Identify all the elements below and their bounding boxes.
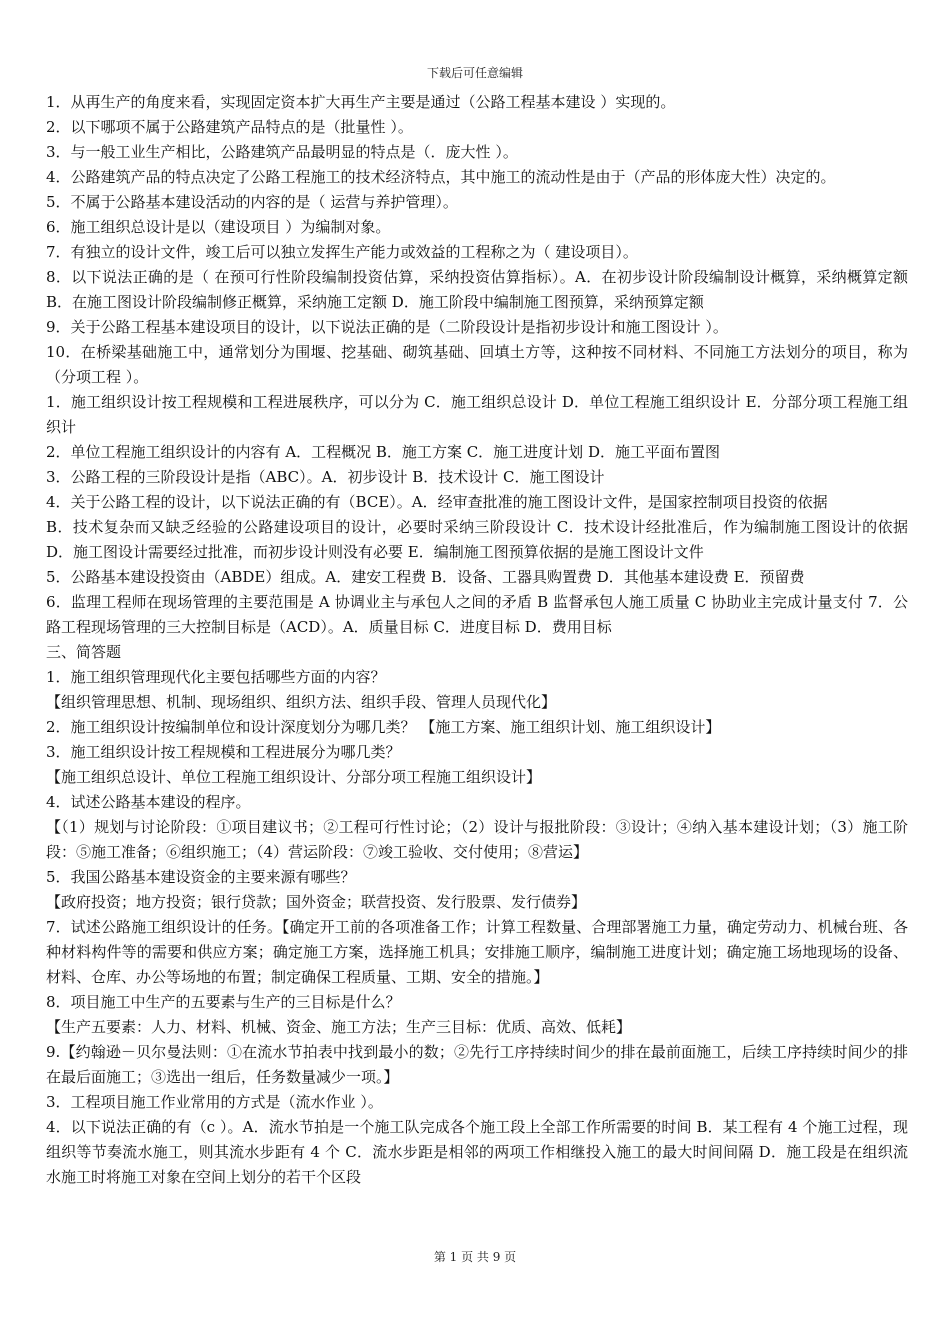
paragraph: 2．以下哪项不属于公路建筑产品特点的是（批量性 ）。 (46, 118, 413, 136)
paragraph: 4．试述公路基本建设的程序。 (46, 793, 251, 811)
paragraph: 1．施工组织设计按工程规模和工程进展秩序，可以分为 C．施工组织总设计 D．单位工程施工组织设计 E．分部分项工程施工组织计 (46, 393, 908, 436)
paragraph: 6．施工组织总设计是以（建设项目 ）为编制对象。 (46, 218, 391, 236)
paragraph: 【（1）规划与讨论阶段：①项目建议书；②工程可行性讨论；（2）设计与报批阶段：③设计；④纳入基本建设计划；（3）施工阶段：⑤施工准备；⑥组织施工；（4）营运阶段：⑦竣工验收、交付使用；⑧营运】 (46, 818, 908, 861)
paragraph: 4．公路建筑产品的特点决定了公路工程施工的技术经济特点，其中施工的流动性是由于（产品的形体庞大性）决定的。 (46, 168, 836, 186)
paragraph: 【施工组织总设计、单位工程施工组织设计、分部分项工程施工组织设计】 (46, 768, 542, 786)
paragraph: 8．项目施工中生产的五要素与生产的三目标是什么？ (46, 993, 401, 1011)
paragraph: 7．有独立的设计文件，竣工后可以独立发挥生产能力或效益的工程称之为（ 建设项目）。 (46, 243, 638, 261)
page-footer: 第 1 页 共 9 页 (433, 1250, 517, 1264)
paragraph: 9．关于公路工程基本建设项目的设计，以下说法正确的是（二阶段设计是指初步设计和施工图设计 ）。 (46, 318, 728, 336)
paragraph: 3．公路工程的三阶段设计是指（ABC）。A．初步设计 B．技术设计 C．施工图设计 (46, 468, 605, 486)
paragraph: 8．以下说法正确的是（ 在预可行性阶段编制投资估算，采纳投资估算指标）。A．在初步设计阶段编制设计概算，采纳概算定额 B．在施工图设计阶段编制修正概算，采纳施工定额 D．施工阶段中编制施工图预算，采纳预算定额 (46, 268, 908, 311)
paragraph: 5．不属于公路基本建设活动的内容的是（ 运营与养护管理）。 (46, 193, 458, 211)
paragraph: 9.【约翰逊－贝尔曼法则：①在流水节拍表中找到最小的数；②先行工序持续时间少的排在最前面施工，后续工序持续时间少的排在最后面施工；③选出一组后，任务数量减少一项。】 (46, 1043, 908, 1086)
paragraph: 5．公路基本建设投资由（ABDE）组成。A．建安工程费 B．设备、工器具购置费 D．其他基本建设费 E．预留费 (46, 568, 805, 586)
paragraph: 【生产五要素：人力、材料、机械、资金、施工方法；生产三目标：优质、高效、低耗】 (46, 1018, 632, 1036)
paragraph: B．技术复杂而又缺乏经验的公路建设项目的设计，必要时采纳三阶段设计 C．技术设计经批准后，作为编制施工图设计的依据 D．施工图设计需要经过批准，而初步设计则没有必要 E．编制施工图预算依据的是施工图设计文件 (46, 518, 908, 561)
paragraph: 2．单位工程施工组织设计的内容有 A．工程概况 B．施工方案 C．施工进度计划 D．施工平面布置图 (46, 443, 720, 461)
page-header: 下载后可任意编辑 (426, 66, 523, 80)
paragraph: 5．我国公路基本建设资金的主要来源有哪些？ (46, 868, 356, 886)
paragraph: 10．在桥梁基础施工中，通常划分为围堰、挖基础、砌筑基础、回填土方等，这种按不同材料、不同施工方法划分的项目，称为（分项工程 ）。 (46, 343, 908, 386)
paragraph: 4．关于公路工程的设计，以下说法正确的有（BCE）。A．经审查批准的施工图设计文件，是国家控制项目投资的依据 (46, 493, 828, 511)
paragraph: 6．监理工程师在现场管理的主要范围是 A 协调业主与承包人之间的矛盾 B 监督承包人施工质量 C 协助业主完成计量支付 7．公路工程现场管理的三大控制目标是（ACD）。A．质量目标 C．进度目标 D．费用目标 (46, 593, 908, 636)
paragraph: 3．施工组织设计按工程规模和工程进展分为哪几类？ (46, 743, 401, 761)
paragraph: 1．从再生产的角度来看，实现固定资本扩大再生产主要是通过（公路工程基本建设 ）实现的。 (46, 93, 676, 111)
paragraph: 【政府投资；地方投资；银行贷款；国外资金；联营投资、发行股票、发行债券】 (46, 893, 587, 911)
paragraph: 【组织管理思想、机制、现场组织、组织方法、组织手段、管理人员现代化】 (46, 693, 557, 711)
paragraph: 2．施工组织设计按编制单位和设计深度划分为哪几类？ 【施工方案、施工组织计划、施工组织设计】 (46, 718, 721, 736)
paragraph: 4．以下说法正确的有（c ）。A．流水节拍是一个施工队完成各个施工段上全部工作所需要的时间 B．某工程有 4 个施工过程，现组织等节奏流水施工，则其流水步距有 4 个 C．流水步距是相邻的两项工作相继投入施工的最大时间间隔 D．施工段是在组织流水施工时将施工对象在空间上划分的若干个区段 (46, 1118, 908, 1186)
paragraph: 3．工程项目施工作业常用的方式是（流水作业 ）。 (46, 1093, 383, 1111)
paragraph: 7．试述公路施工组织设计的任务。【确定开工前的各项准备工作；计算工程数量、合理部署施工力量，确定劳动力、机械台班、各种材料构件等的需要和供应方案；确定施工方案，选择施工机具；安排施工顺序，编制施工进度计划；确定施工场地现场的设备、材料、仓库、办公等场地的布置；制定确保工程质量、工期、安全的措施。】 (46, 918, 908, 986)
document-body (46, 90, 908, 1190)
paragraph: 3．与一般工业生产相比，公路建筑产品最明显的特点是（．庞大性 ）。 (46, 143, 518, 161)
paragraph: 1．施工组织管理现代化主要包括哪些方面的内容？ (46, 668, 386, 686)
section-heading: 三、简答题 (46, 643, 122, 661)
